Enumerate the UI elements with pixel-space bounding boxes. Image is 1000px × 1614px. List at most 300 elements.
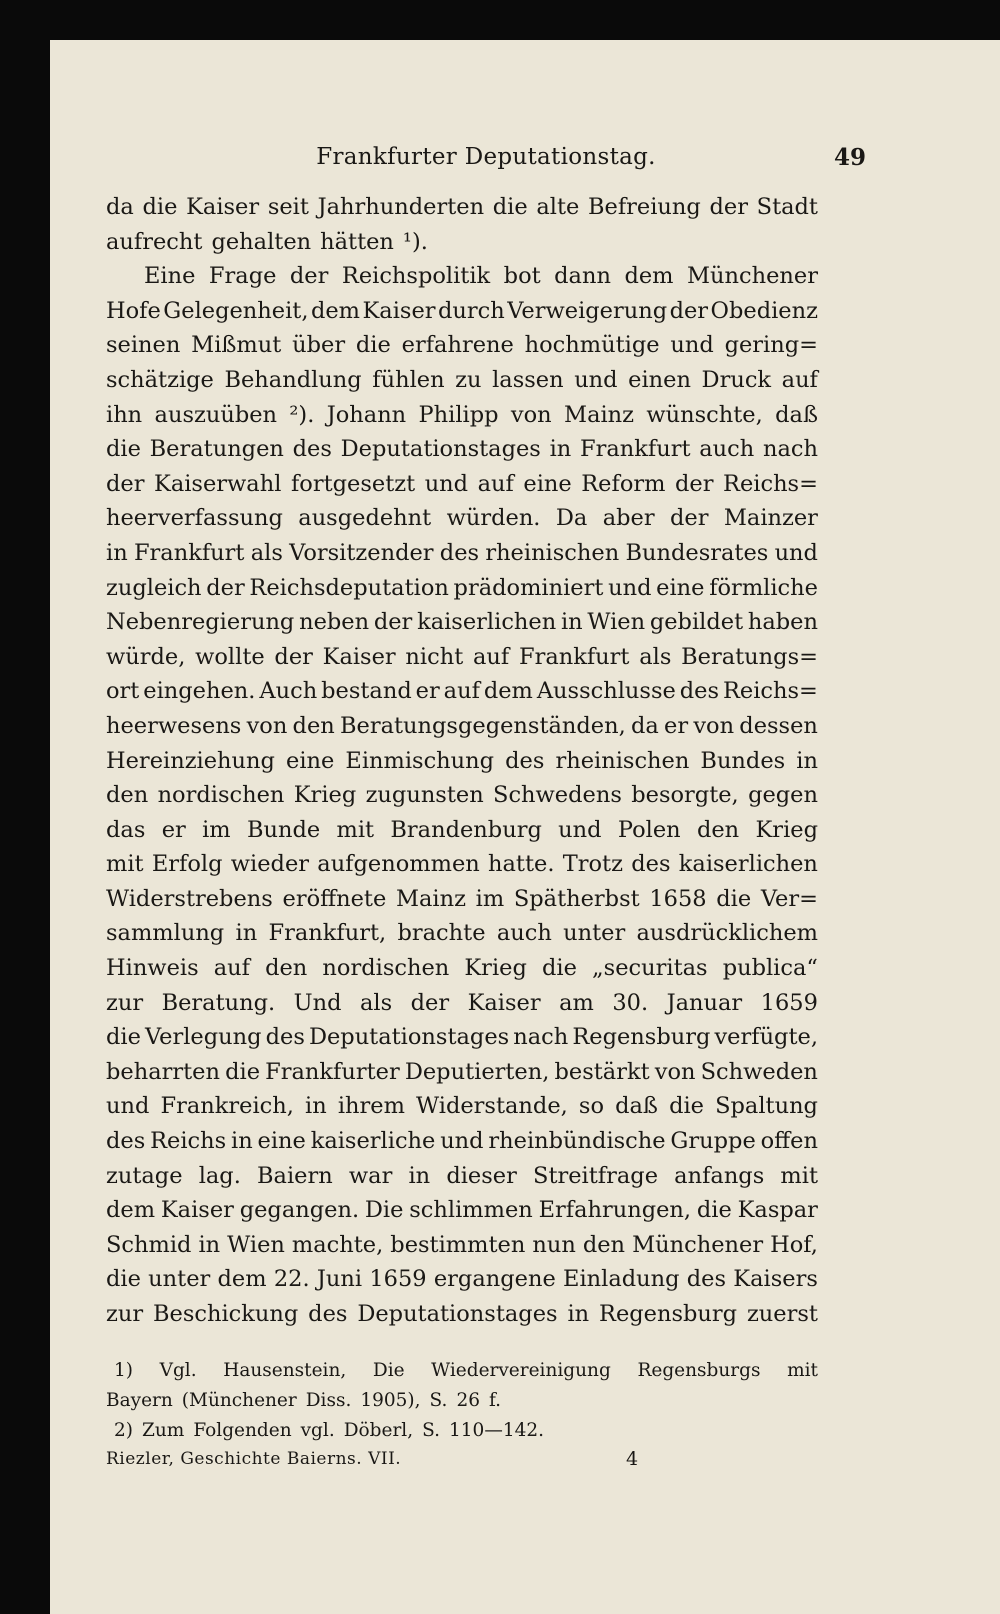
word: im xyxy=(475,885,505,912)
word: eine xyxy=(257,1128,306,1155)
word: der xyxy=(373,609,413,636)
word: dem xyxy=(310,297,361,324)
word: anfangs xyxy=(674,1162,765,1189)
text-line xyxy=(106,363,818,398)
word: lag. xyxy=(198,1162,241,1189)
word: Regensburg xyxy=(572,1024,711,1051)
word: Gruppe xyxy=(670,1128,756,1155)
footnote-word: (Münchener xyxy=(181,1390,297,1411)
word: zur xyxy=(106,1301,144,1327)
word: mit xyxy=(106,851,144,878)
word: und xyxy=(106,1093,150,1120)
word: in xyxy=(549,436,572,463)
word: eine xyxy=(286,747,335,774)
word: Krieg xyxy=(755,816,818,843)
text-line xyxy=(106,916,818,951)
word: die xyxy=(142,194,178,220)
word: wieder xyxy=(230,851,310,878)
word: Spätherbst xyxy=(513,885,640,912)
footnote-word: Wiedervereinigung xyxy=(431,1360,611,1381)
word: Erfahrungen, xyxy=(538,1197,692,1224)
word: dem xyxy=(624,263,674,290)
word: in xyxy=(560,609,583,636)
word: seit xyxy=(267,194,309,220)
footnote-word: 110—142. xyxy=(449,1420,545,1441)
word: eingehen. xyxy=(143,678,256,705)
word: würde, xyxy=(106,643,186,670)
word: Kaiserwahl xyxy=(154,470,282,497)
word: heerwesens xyxy=(106,712,242,739)
footnote-word: 1) xyxy=(114,1360,133,1381)
footnote-word: Döberl, xyxy=(343,1420,414,1441)
book-page xyxy=(50,40,1000,1614)
word: mit xyxy=(780,1162,818,1189)
word: eine xyxy=(656,574,705,601)
word: publica“ xyxy=(722,955,818,982)
signature-author: Riezler, Geschichte Baierns. VII. xyxy=(106,1449,402,1469)
word: Frankfurt xyxy=(133,539,245,566)
word: Und xyxy=(293,989,342,1016)
word: Reform xyxy=(581,470,666,497)
word: Beratungsgegenständen, xyxy=(339,712,626,739)
word: durch xyxy=(438,297,505,324)
footnote-line xyxy=(106,1416,818,1446)
word: über xyxy=(292,332,346,359)
footnote-word: Bayern xyxy=(106,1390,173,1411)
word: den xyxy=(696,816,740,843)
word: Mißmut xyxy=(191,332,282,359)
word: von xyxy=(693,712,735,739)
word: Bundesrates xyxy=(625,539,769,566)
word: Krieg xyxy=(464,955,527,982)
word: förmliche xyxy=(709,574,818,601)
text-line xyxy=(106,882,818,917)
word: ¹). xyxy=(402,228,428,255)
word: auf xyxy=(213,955,250,982)
word: Frankfurt xyxy=(518,643,630,670)
word: des xyxy=(679,678,720,705)
word: die xyxy=(696,1197,732,1224)
text-line xyxy=(106,986,818,1021)
word: in xyxy=(796,747,818,774)
text-line xyxy=(106,225,818,260)
word: als xyxy=(359,989,393,1016)
word: und xyxy=(670,332,714,359)
word: wünschte, xyxy=(646,401,763,428)
word: wollte xyxy=(195,643,265,670)
text-line xyxy=(106,294,818,329)
text-line xyxy=(106,951,818,986)
word: gehalten xyxy=(211,228,312,255)
word: Einmischung xyxy=(345,747,495,774)
text-line xyxy=(106,467,818,502)
word: ausdrücklichem xyxy=(636,920,818,947)
word: Nebenregierung xyxy=(106,609,295,636)
word: und xyxy=(424,470,469,497)
word: der xyxy=(274,643,313,670)
word: Schweden xyxy=(700,1058,818,1085)
sheet-number: 4 xyxy=(626,1448,639,1470)
footnote-word: S. xyxy=(422,1420,441,1441)
text-line xyxy=(106,813,818,848)
word: Regensburg xyxy=(599,1301,738,1327)
word: nach xyxy=(513,1024,569,1051)
word: die xyxy=(492,194,528,220)
word: der xyxy=(670,505,709,532)
word: Erfolg xyxy=(151,851,223,878)
footnote-word: Die xyxy=(372,1360,405,1381)
word: haben xyxy=(747,609,818,636)
text-line xyxy=(106,328,818,363)
footnote-word: 1905), xyxy=(360,1390,421,1411)
word: Reichs xyxy=(150,1128,227,1155)
word: hochmütige xyxy=(524,332,660,359)
word: hatte. xyxy=(488,851,555,878)
word: die xyxy=(225,1058,261,1085)
word: von xyxy=(510,401,552,428)
word: zu xyxy=(455,366,482,393)
footnote-word: 2) xyxy=(114,1420,133,1441)
word: dann xyxy=(554,263,611,290)
word: dieser xyxy=(446,1162,517,1189)
word: ²). xyxy=(289,401,315,428)
word: Verlegung xyxy=(144,1024,262,1051)
word: lassen xyxy=(492,366,564,393)
word: neben xyxy=(299,609,370,636)
word: der xyxy=(410,989,450,1016)
word: der xyxy=(709,194,748,220)
word: als xyxy=(639,643,672,670)
text-line xyxy=(106,1262,818,1297)
word: Münchener xyxy=(687,263,818,290)
word: machte, xyxy=(291,1231,384,1258)
text-line xyxy=(106,1055,818,1090)
word: den xyxy=(292,712,335,739)
word: Ver= xyxy=(760,885,818,912)
word: Januar xyxy=(666,989,743,1016)
word: Eine xyxy=(144,263,196,290)
word: Widerstrebens xyxy=(106,885,273,912)
word: dem xyxy=(483,678,533,705)
word: Verweigerung xyxy=(507,297,668,324)
word: aber xyxy=(602,505,655,532)
word: die xyxy=(106,1266,141,1293)
word: Münchener xyxy=(632,1231,764,1258)
word: eine xyxy=(523,470,572,497)
word: besorgte, xyxy=(631,782,739,809)
word: mit xyxy=(336,816,375,843)
word: Die xyxy=(364,1197,404,1224)
word: Trotz xyxy=(562,851,623,878)
word: die xyxy=(716,885,752,912)
word: er xyxy=(415,678,440,705)
word: Bunde xyxy=(246,816,321,843)
word: gering= xyxy=(724,332,818,359)
word: kaiserliche xyxy=(310,1128,436,1155)
word: dem xyxy=(217,1266,267,1293)
word: Kaiser xyxy=(467,989,541,1016)
word: Hereinziehung xyxy=(106,747,275,774)
text-line xyxy=(106,571,818,606)
word: dessen xyxy=(739,712,818,739)
word: bestimmten xyxy=(390,1231,526,1258)
word: da xyxy=(106,194,134,220)
footnote-word: Hausenstein, xyxy=(223,1360,347,1381)
word: in xyxy=(235,920,258,947)
word: des xyxy=(106,1128,146,1155)
word: in xyxy=(305,1093,327,1120)
word: ausgedehnt xyxy=(298,505,432,532)
word: nordischen xyxy=(322,955,450,982)
word: würden. xyxy=(446,505,541,532)
word: in xyxy=(198,1231,221,1258)
text-line xyxy=(106,709,818,744)
word: unter xyxy=(148,1266,211,1293)
word: Schwedens xyxy=(493,782,622,809)
word: in xyxy=(106,539,128,566)
word: der xyxy=(289,263,329,290)
word: und xyxy=(558,816,602,843)
word: daß xyxy=(615,1093,658,1120)
word: Beratungen xyxy=(149,436,284,463)
word: fühlen xyxy=(372,366,445,393)
footnote-word: Zum xyxy=(142,1420,185,1441)
word: Frankfurt, xyxy=(268,920,387,947)
word: der xyxy=(106,470,145,497)
word: beharrten xyxy=(106,1058,220,1085)
word: und xyxy=(608,574,652,601)
word: Kaiser xyxy=(322,643,396,670)
footnote-word: Diss. xyxy=(305,1390,352,1411)
word: Krieg xyxy=(293,782,357,809)
word: von xyxy=(246,712,288,739)
word: aufrecht xyxy=(106,228,203,255)
word: auf xyxy=(477,470,514,497)
word: bestand xyxy=(321,678,412,705)
word: auch xyxy=(496,920,552,947)
word: auch xyxy=(699,436,755,463)
word: Hinweis xyxy=(106,955,199,982)
word: 22. xyxy=(273,1266,310,1293)
word: des xyxy=(308,1301,348,1327)
word: Reichs= xyxy=(723,470,818,497)
footnote-word: vgl. xyxy=(300,1420,335,1441)
word: gegen xyxy=(748,782,818,809)
word: im xyxy=(202,816,231,843)
text-line xyxy=(106,778,818,813)
word: ihn xyxy=(106,401,143,428)
word: Deputationstages xyxy=(308,1024,510,1051)
word: Reichs= xyxy=(722,678,818,705)
footnote-word: f. xyxy=(488,1390,502,1411)
footnote-line xyxy=(106,1386,818,1416)
footnote-word: 26 xyxy=(456,1390,480,1411)
text-line xyxy=(106,744,818,779)
word: des xyxy=(505,747,545,774)
text-line xyxy=(106,1297,818,1332)
text-line xyxy=(106,1089,818,1124)
word: schlimmen xyxy=(409,1197,533,1224)
word: den xyxy=(582,1231,626,1258)
word: Frankfurter xyxy=(265,1058,400,1085)
word: Wien xyxy=(227,1231,285,1258)
running-title: Frankfurter Deputationstag. xyxy=(316,144,656,170)
footnote-line xyxy=(106,1356,818,1386)
word: auf xyxy=(781,366,818,393)
word: Spaltung xyxy=(715,1093,818,1120)
text-line xyxy=(106,1193,818,1228)
word: Deputationstages xyxy=(357,1301,558,1327)
footnotes xyxy=(106,1356,818,1446)
word: schätzige xyxy=(106,366,214,393)
word: Da xyxy=(555,505,588,532)
word: Bundes xyxy=(700,747,786,774)
word: auszuüben xyxy=(154,401,278,428)
text-line xyxy=(106,432,818,467)
word: rheinischen xyxy=(485,539,620,566)
word: eröffnete xyxy=(282,885,387,912)
word: hätten xyxy=(320,228,394,255)
word: da xyxy=(630,712,659,739)
text-line xyxy=(106,640,818,675)
word: des xyxy=(439,539,480,566)
word: in xyxy=(408,1162,431,1189)
word: als xyxy=(250,539,283,566)
word: aufgenommen xyxy=(317,851,480,878)
word: die xyxy=(106,436,141,463)
text-line xyxy=(106,190,818,225)
word: Mainz xyxy=(395,885,466,912)
word: Frage xyxy=(208,263,277,290)
text-line xyxy=(106,1159,818,1194)
footnote-word: mit xyxy=(787,1360,818,1381)
word: Johann xyxy=(326,401,407,428)
word: Kaisers xyxy=(733,1266,818,1293)
word: Kaiser xyxy=(160,1197,234,1224)
word: Deputationstages xyxy=(340,436,541,463)
word: in xyxy=(231,1128,253,1155)
word: Frankreich, xyxy=(160,1093,294,1120)
word: alte xyxy=(536,194,580,220)
page-header xyxy=(106,144,866,178)
word: Polen xyxy=(617,816,681,843)
word: dem xyxy=(106,1197,156,1224)
word: des xyxy=(686,1266,727,1293)
word: auf xyxy=(443,678,480,705)
word: Beratung. xyxy=(161,989,276,1016)
word: den xyxy=(265,955,308,982)
word: erfahrene xyxy=(401,332,514,359)
word: seinen xyxy=(106,332,181,359)
text-line xyxy=(106,536,818,571)
word: fortgesetzt xyxy=(290,470,416,497)
word: 1659 xyxy=(760,989,818,1016)
word: Hofe xyxy=(106,297,161,324)
word: und xyxy=(774,539,818,566)
word: Ausschlusse xyxy=(536,678,676,705)
word: Kaiser xyxy=(362,297,436,324)
word: der xyxy=(206,574,245,601)
word: Deputierten, xyxy=(404,1058,550,1085)
word: prädominiert xyxy=(453,574,604,601)
word: die xyxy=(669,1093,704,1120)
word: Kaiser xyxy=(186,194,260,220)
word: zutage xyxy=(106,1162,183,1189)
word: zur xyxy=(106,989,144,1016)
word: nordischen xyxy=(157,782,285,809)
text-line xyxy=(106,1124,818,1159)
signature-line xyxy=(106,1444,818,1474)
word: Jahrhunderten xyxy=(317,194,485,220)
word: Schmid xyxy=(106,1231,192,1258)
word: auf xyxy=(472,643,510,670)
word: kaiserlichen xyxy=(417,609,557,636)
word: Baiern xyxy=(257,1162,333,1189)
word: Hof, xyxy=(770,1231,818,1258)
word: der xyxy=(675,470,714,497)
word: nach xyxy=(762,436,818,463)
word: zugleich xyxy=(106,574,202,601)
main-text xyxy=(106,190,818,1332)
word: daß xyxy=(775,401,818,428)
word: ihrem xyxy=(337,1093,405,1120)
word: Reichsdeputation xyxy=(249,574,449,601)
word: 30. xyxy=(612,989,649,1016)
word: Juni xyxy=(316,1266,363,1293)
word: den xyxy=(106,782,149,809)
word: des xyxy=(631,851,671,878)
word: Auch xyxy=(259,678,318,705)
word: brachte xyxy=(397,920,486,947)
word: rheinbündische xyxy=(488,1128,666,1155)
footnote-word: S. xyxy=(429,1390,448,1411)
word: die xyxy=(541,955,577,982)
word: Kaspar xyxy=(737,1197,818,1224)
word: bot xyxy=(503,263,541,290)
word: von xyxy=(654,1058,696,1085)
word: ort xyxy=(106,678,140,705)
word: Philipp xyxy=(418,401,499,428)
word: Wien xyxy=(587,609,646,636)
word: Obedienz xyxy=(710,297,818,324)
word: und xyxy=(440,1128,484,1155)
word: Mainz xyxy=(564,401,635,428)
word: er xyxy=(161,816,186,843)
word: Vorsitzender xyxy=(289,539,434,566)
word: war xyxy=(348,1162,393,1189)
word: und xyxy=(574,366,618,393)
word: verfügte, xyxy=(714,1024,818,1051)
text-line xyxy=(106,605,818,640)
word: ergangene xyxy=(433,1266,556,1293)
word: Reichspolitik xyxy=(341,263,491,290)
text-line xyxy=(106,398,818,433)
word: gegangen. xyxy=(239,1197,360,1224)
word: Befreiung xyxy=(587,194,701,220)
word: der xyxy=(669,297,709,324)
word: Druck xyxy=(701,366,772,393)
footnote-word: Folgenden xyxy=(193,1420,292,1441)
word: Stadt xyxy=(756,194,818,220)
word: zugunsten xyxy=(365,782,484,809)
word: Beratungs= xyxy=(681,643,818,670)
word: Widerstande, xyxy=(416,1093,568,1120)
word: Streitfrage xyxy=(533,1162,659,1189)
word: die xyxy=(106,1024,141,1051)
word: heerverfassung xyxy=(106,505,283,532)
word: Mainzer xyxy=(723,505,818,532)
footnote-word: Vgl. xyxy=(159,1360,197,1381)
